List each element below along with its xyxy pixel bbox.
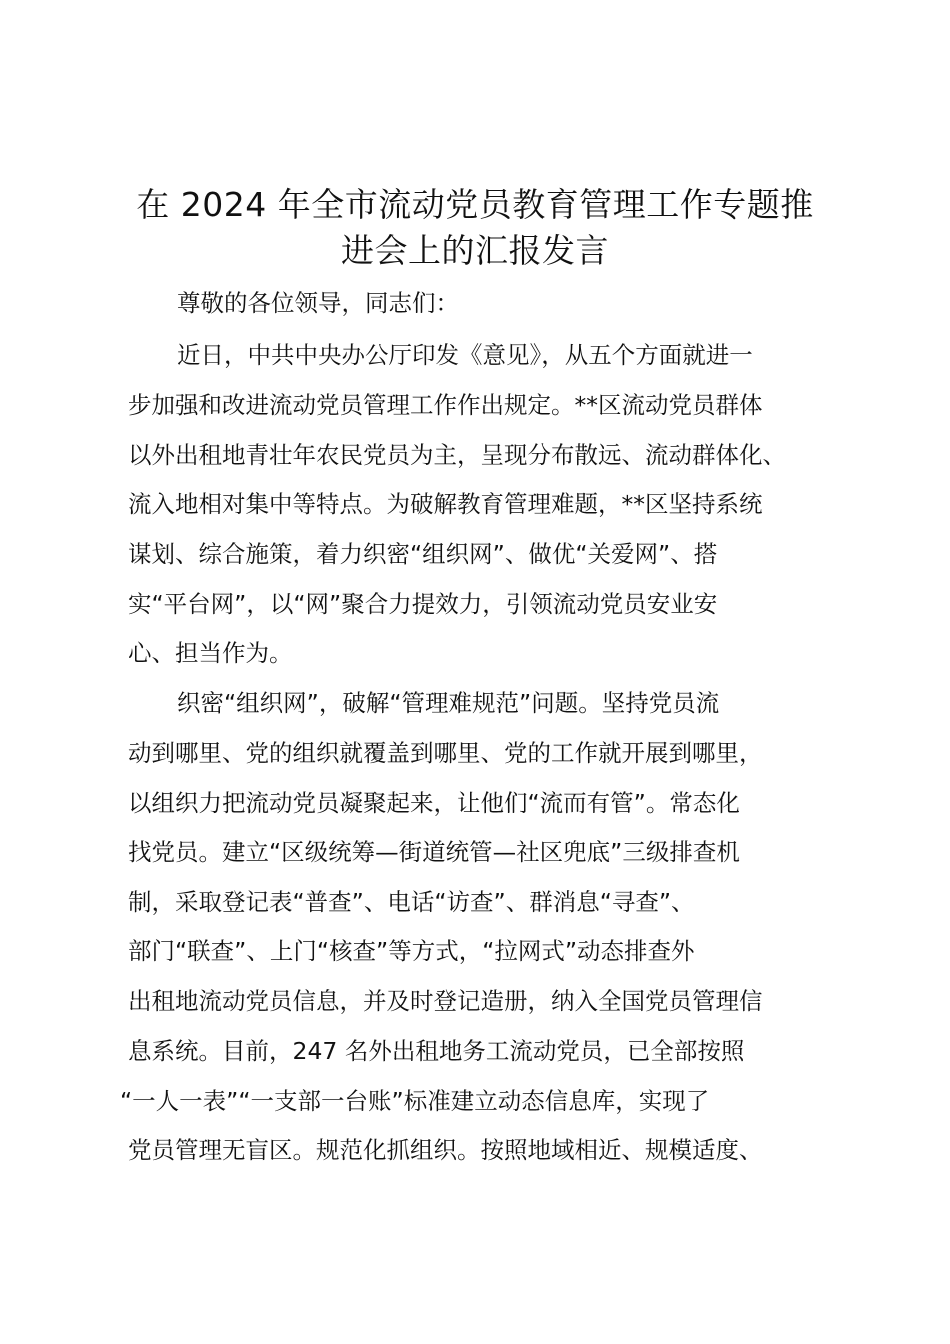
paragraph-line: 步加强和改进流动党员管理工作作出规定。**区流动党员群体: [128, 391, 763, 419]
salutation-line: 尊敬的各位领导，同志们：: [177, 289, 459, 317]
paragraph-line: 心、担当作为。: [128, 639, 293, 667]
title-line-2: 进会上的汇报发言: [341, 231, 609, 270]
paragraph-line: 找党员。建立“区级统筹—街道统管—社区兜底”三级排查机: [128, 838, 740, 866]
paragraph-line: 出租地流动党员信息，并及时登记造册，纳入全国党员管理信: [128, 987, 763, 1015]
paragraph-line: 谋划、综合施策，着力织密“组织网”、做优“关爱网”、搭: [128, 540, 718, 568]
paragraph-line: 近日，中共中央办公厅印发《意见》，从五个方面就进一: [177, 341, 753, 369]
paragraph-line: 党员管理无盲区。规范化抓组织。按照地域相近、规模适度、: [128, 1136, 763, 1164]
document-title: [120, 182, 830, 274]
paragraph-line: 以组织力把流动党员凝聚起来，让他们“流而有管”。常态化: [128, 789, 740, 817]
paragraph-line: 实“平台网”，以“网”聚合力提效力，引领流动党员安业安: [128, 590, 718, 618]
paragraph-line: 织密“组织网”，破解“管理难规范”问题。坚持党员流: [177, 689, 720, 717]
paragraph-line: 息系统。目前，247 名外出租地务工流动党员，已全部按照: [128, 1037, 745, 1065]
paragraph-line: 动到哪里、党的组织就覆盖到哪里、党的工作就开展到哪里，: [128, 739, 763, 767]
paragraph-line: 以外出租地青壮年农民党员为主，呈现分布散远、流动群体化、: [128, 441, 786, 469]
paragraph-line: 制，采取登记表“普查”、电话“访查”、群消息“寻查”、: [128, 888, 695, 916]
paragraph-line: 流入地相对集中等特点。为破解教育管理难题，**区坚持系统: [128, 490, 763, 518]
paragraph-line: “一人一表”“一支部一台账”标准建立动态信息库，实现了: [120, 1087, 710, 1115]
title-line-1: 在 2024 年全市流动党员教育管理工作专题推: [136, 185, 814, 224]
paragraph-line: 部门“联查”、上门“核查”等方式，“拉网式”动态排查外: [128, 937, 695, 965]
